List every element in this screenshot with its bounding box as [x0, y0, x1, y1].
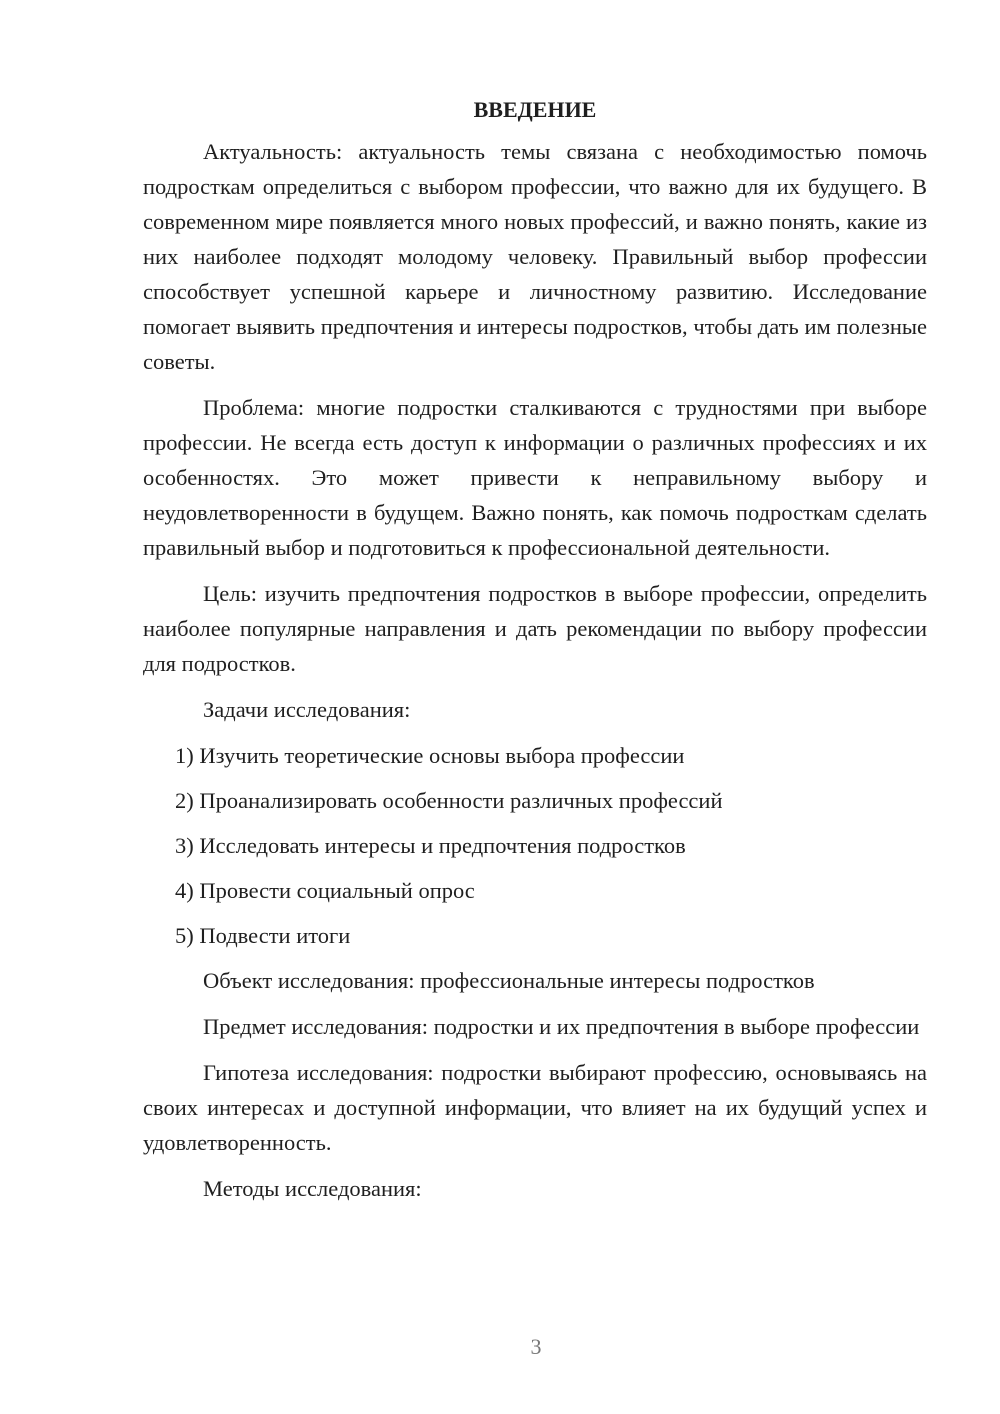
task-list [143, 738, 927, 953]
relevance-paragraph: Актуальность: актуальность темы связана с необходимостью помочь подросткам определиться с выбором профессии, что важно для их будущего. В современном мире появляется много новых профессий, и важно понять, какие из них наиболее подходят молодому человеку. Правильный выбор профессии способствует успешной карьере и личностному развитию. Исследование помогает выявить предпочтения и интересы подростков, чтобы дать им полезные советы. [143, 139, 927, 374]
task-item: 5) Подвести итоги [175, 923, 351, 948]
goal-paragraph: Цель: изучить предпочтения подростков в выборе профессии, определить наиболее популярные направления и дать рекомендации по выбору профессии для подростков. [143, 581, 927, 676]
tasks-heading: Задачи исследования: [203, 697, 411, 722]
subject-paragraph: Предмет исследования: подростки и их предпочтения в выборе профессии [203, 1014, 920, 1039]
object-paragraph: Объект исследования: профессиональные интересы подростков [203, 968, 815, 993]
hypothesis-paragraph: Гипотеза исследования: подростки выбирают профессию, основываясь на своих интересах и доступной информации, что влияет на их будущий успех и удовлетворенность. [143, 1060, 927, 1155]
problem-paragraph: Проблема: многие подростки сталкиваются с трудностями при выборе профессии. Не всегда есть доступ к информации о различных профессиях и их особенностях. Это может привести к неправильному выбору и неудовлетворенности в будущем. Важно понять, как помочь подросткам сделать правильный выбор и подготовиться к профессиональной деятельности. [143, 395, 927, 560]
page-number: 3 [530, 1334, 542, 1359]
task-item: 3) Исследовать интересы и предпочтения подростков [175, 833, 686, 858]
section-title: ВВЕДЕНИЕ [473, 97, 597, 122]
task-item: 2) Проанализировать особенности различных профессий [175, 788, 723, 813]
task-item: 1) Изучить теоретические основы выбора профессии [175, 743, 685, 768]
task-item: 4) Провести социальный опрос [175, 878, 475, 903]
page-content [143, 92, 927, 1217]
methods-heading: Методы исследования: [203, 1176, 422, 1201]
